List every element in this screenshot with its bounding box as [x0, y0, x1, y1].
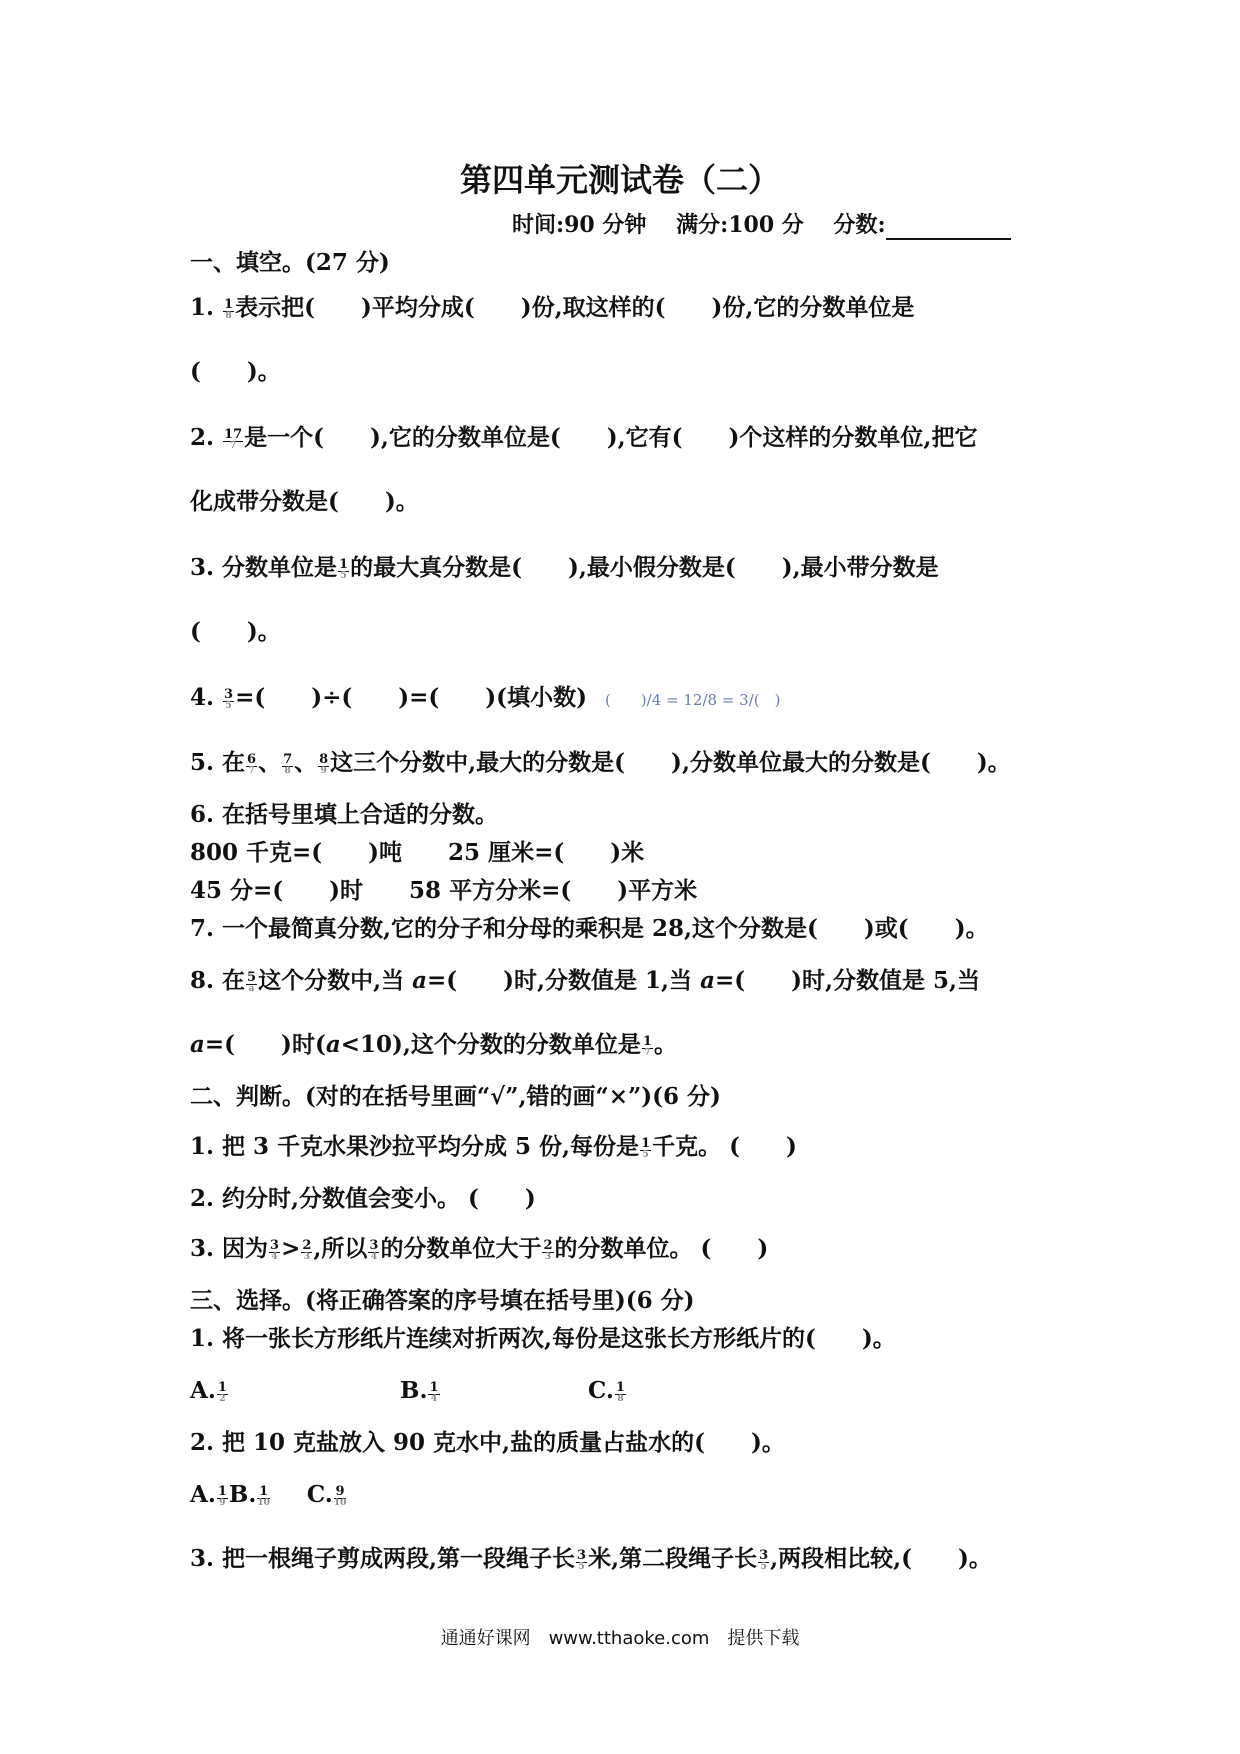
score-label: 分数: — [833, 212, 886, 238]
fraction: $\frac{2}{3}$ — [543, 1237, 553, 1262]
fraction: $\frac{1}{8}$ — [224, 296, 234, 321]
fraction: $\frac{7}{8}$ — [283, 751, 293, 776]
section-2-heading: 二、判断。(对的在括号里画“√”,错的画“×”)(6 分) — [190, 1083, 721, 1110]
fraction: $\frac{3}{5}$ — [759, 1547, 769, 1572]
question-2-cont: 化成带分数是( )。 — [190, 488, 419, 515]
section-3-heading: 三、选择。(将正确答案的序号填在括号里)(6 分) — [190, 1287, 695, 1314]
question-6-row-2: 45 分=( )时 58 平方分米=( )平方米 — [190, 877, 698, 904]
judgment-1: 1. 把 3 千克水果沙拉平均分成 5 份,每份是 $\frac{1}{5}$ 千克。 ( ) — [190, 1133, 797, 1160]
judgment-2: 2. 约分时,分数值会变小。 ( ) — [190, 1185, 536, 1212]
choice-2-options: A. $\frac{1}{9}$ B. $\frac{1}{10}$ C. $\frac{9}{10}$ — [190, 1481, 347, 1508]
fraction: $\frac{5}{a}$ — [247, 969, 257, 994]
fraction: $\frac{1}{9}$ — [217, 1483, 227, 1508]
faint-equation: ( )/4 = 12/8 = 3/( ) — [604, 691, 781, 709]
question-7: 7. 一个最简真分数,它的分子和分母的乘积是 28,这个分数是( )或( )。 — [190, 915, 989, 942]
fraction: $\frac{3}{4}$ — [270, 1237, 280, 1262]
choice-1-options: A. $\frac{1}{2}$ B. $\frac{1}{4}$ C. $\frac{1}{8}$ — [190, 1377, 625, 1404]
fraction: $\frac{1}{8}$ — [615, 1379, 625, 1404]
question-3-cont: ( )。 — [190, 618, 281, 645]
fraction: $\frac{1}{7}$ — [642, 1033, 652, 1058]
fraction: $\frac{1}{5}$ — [339, 556, 349, 581]
section-1-heading: 一、填空。(27 分) — [190, 249, 390, 276]
judgment-3: 3. 因为 $\frac{3}{4}$ > $\frac{2}{3}$ ,所以 $\frac{3}{4}$ 的分数单位大于 $\frac{2}{3}$ 的分数单位。 ( ) — [190, 1235, 769, 1262]
fraction: $\frac{8}{9}$ — [319, 751, 329, 776]
fraction: $\frac{3}{5}$ — [224, 686, 234, 711]
question-8: 8. 在 $\frac{5}{a}$ 这个分数中,当 a=( )时,分数值是 1,当 a=( )时,分数值是 5,当 — [190, 967, 981, 994]
question-5: 5. 在 $\frac{6}{7}$ 、 $\frac{7}{8}$ 、 $\frac{8}{9}$ 这三个分数中,最大的分数是( ),分数单位最大的分数是( )。 — [190, 749, 1011, 776]
question-8-cont: a=( )时(a<10),这个分数的分数单位是 $\frac{1}{7}$ 。 — [190, 1031, 677, 1058]
fraction: $\frac{3}{4}$ — [369, 1237, 379, 1262]
full-score-info: 满分:100 分 — [676, 212, 804, 238]
score-blank — [886, 216, 1011, 240]
choice-1: 1. 将一张长方形纸片连续对折两次,每份是这张长方形纸片的( )。 — [190, 1325, 896, 1352]
question-6-row-1: 800 千克=( )吨 25 厘米=( )米 — [190, 839, 645, 866]
fraction: $\frac{1}{4}$ — [429, 1379, 439, 1404]
fraction: $\frac{9}{10}$ — [333, 1483, 347, 1508]
question-4: 4. $\frac{3}{5}$ =( )÷( )=( )(填小数) ( )/4 = 12/8 = 3/( ) — [190, 684, 781, 711]
page-title: 第四单元测试卷（二） — [459, 161, 780, 199]
fraction: $\frac{1}{5}$ — [641, 1135, 651, 1160]
question-1: 1. $\frac{1}{8}$ 表示把( )平均分成( )份,取这样的( )份,它的分数单位是 — [190, 294, 915, 321]
fraction: $\frac{3}{5}$ — [577, 1547, 587, 1572]
question-1-cont: ( )。 — [190, 358, 281, 385]
exam-meta — [512, 210, 1033, 240]
fraction: $\frac{1}{10}$ — [257, 1483, 270, 1508]
fraction: $\frac{17}{7}$ — [224, 426, 243, 451]
question-6: 6. 在括号里填上合适的分数。 — [190, 801, 499, 828]
question-3: 3. 分数单位是 $\frac{1}{5}$ 的最大真分数是( ),最小假分数是( ),最小带分数是 — [190, 554, 939, 581]
question-2: 2. $\frac{17}{7}$ 是一个( ),它的分数单位是( ),它有( )个这样的分数单位,把它 — [190, 424, 978, 451]
choice-2: 2. 把 10 克盐放入 90 克水中,盐的质量占盐水的( )。 — [190, 1429, 785, 1456]
footer-credit: 通通好课网 www.tthaoke.com 提供下载 — [440, 1628, 800, 1649]
choice-3: 3. 把一根绳子剪成两段,第一段绳子长 $\frac{3}{5}$ 米,第二段绳子长 $\frac{3}{5}$ ,两段相比较,( )。 — [190, 1545, 992, 1572]
fraction: $\frac{1}{2}$ — [217, 1379, 227, 1404]
time-info: 时间:90 分钟 — [512, 212, 647, 238]
fraction: $\frac{2}{3}$ — [302, 1237, 312, 1262]
fraction: $\frac{6}{7}$ — [247, 751, 257, 776]
